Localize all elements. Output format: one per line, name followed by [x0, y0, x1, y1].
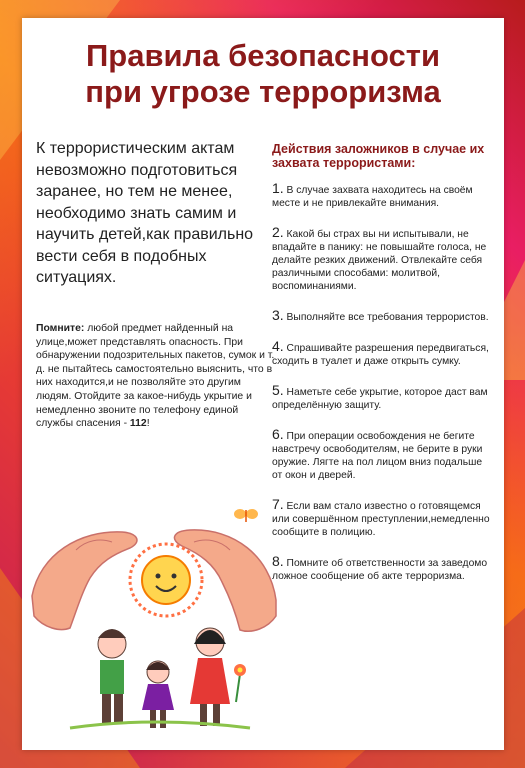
action-number: 6.	[272, 426, 284, 442]
action-number: 2.	[272, 224, 284, 240]
action-item	[272, 226, 494, 293]
page-title	[22, 38, 504, 110]
action-text: Помните об ответственности за заведомо ложное сообщение об акте терроризма.	[272, 558, 488, 582]
action-item	[272, 340, 494, 368]
rescue-phone: 112	[129, 418, 147, 430]
note-text: любой предмет найденный на улице,может представлять опасность. При обнаружении подозрительных пакетов, сумок и т. д. не пытайтесь самостоятельно выяснить, что в них находится,и не позволяйте это другим людям. Отойдите за какое-нибудь укрытие и немедленно звоните по телефону единой службы спасения -	[36, 323, 275, 430]
action-text: В случае захвата находитесь на своём месте и не привлекайте внимания.	[272, 185, 473, 209]
father-figure	[98, 629, 126, 724]
title-line-2: при угрозе терроризма	[85, 74, 441, 109]
action-text: Выполняйте все требования террористов.	[283, 312, 489, 323]
sun-icon	[130, 544, 202, 616]
action-text: Какой бы страх вы ни испытывали, не впадайте в панику: не повышайте голоса, не делайте резких движений. Отвлекайте себя различными способами: молитвой, воспоминаниями.	[272, 229, 487, 292]
hostage-actions	[272, 142, 494, 599]
action-number: 5.	[272, 382, 284, 398]
note-end: !	[146, 418, 150, 430]
left-hand-icon	[32, 532, 137, 630]
warning-note	[36, 322, 276, 431]
action-item	[272, 428, 494, 482]
mother-figure	[190, 628, 230, 726]
action-text: Наметьте себе укрытие, которое даст вам определённую защиту.	[272, 387, 488, 411]
action-item	[272, 555, 494, 583]
action-text: Если вам стало известно о готовящемся или совершённом преступлении,немедленно сообщите в полицию.	[272, 501, 490, 538]
butterfly-icon	[234, 509, 258, 522]
title-line-1: Правила безопасности	[85, 38, 441, 73]
flower-icon	[234, 664, 246, 702]
action-number: 3.	[272, 307, 284, 323]
actions-heading: Действия заложников в случае их захвата террористами:	[272, 142, 485, 170]
action-text: Спрашивайте разрешения передвигаться, сходить в туалет и даже открыть сумку.	[272, 343, 489, 367]
child-figure	[142, 661, 174, 728]
action-number: 8.	[272, 553, 284, 569]
action-item	[272, 309, 494, 324]
action-item	[272, 182, 494, 210]
note-label: Помните:	[36, 323, 85, 334]
action-item	[272, 384, 494, 412]
action-text: При операции освобождения не бегите навстречу освободителям, не берите в руки оружие. Лягте на пол лицом вниз подальше от окон и дверей.	[272, 431, 483, 481]
intro-text: К террористическим актам невозможно подготовиться заранее, но тем не менее, необходимо знать самим и научить детей,как правильно вести себя в подобных ситуациях.	[36, 140, 254, 286]
action-number: 4.	[272, 338, 284, 354]
family-illustration	[30, 504, 278, 744]
content-panel	[22, 18, 504, 750]
action-number: 1.	[272, 180, 284, 196]
action-number: 7.	[272, 496, 284, 512]
action-item	[272, 498, 494, 539]
